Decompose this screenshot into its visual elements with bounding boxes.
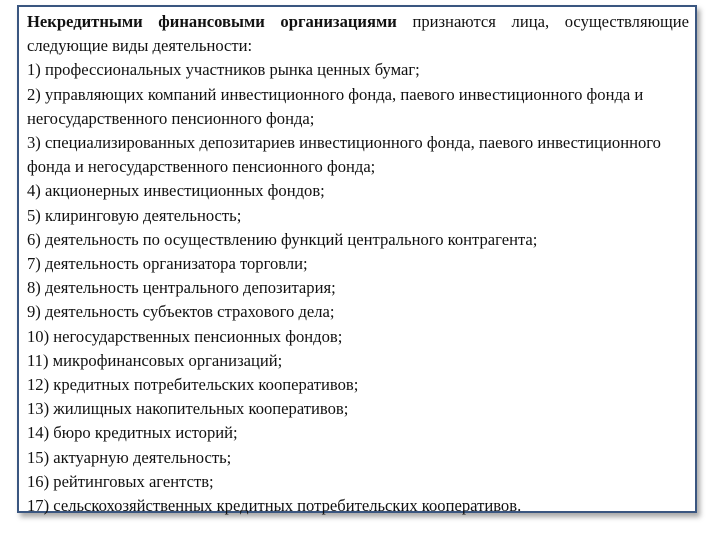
document-frame [17,5,697,516]
list-item: 16) рейтинговых агентств; [27,471,214,491]
intro-lead-bold: Некредитными финансовыми организациями [27,12,397,31]
list-item: 12) кредитных потребительских кооперативов; [27,375,359,395]
list-item: 4) акционерных инвестиционных фондов; [27,181,325,201]
list-item: 15) актуарную деятельность; [27,447,232,467]
intro-rest: признаются лица, осуществляющие следующие виды деятельности: [27,12,689,56]
list-item: 2) управляющих компаний инвестиционного фонда, паевого инвестиционного фонда и негосударственного пенсионного фонда; [27,84,644,128]
list-item: 8) деятельность центрального депозитария; [27,278,336,298]
list-item: 3) специализированных депозитариев инвестиционного фонда, паевого инвестиционного фонда и негосударственного пенсионного фонда; [27,133,661,177]
document-body [27,10,689,518]
list-item: 7) деятельность организатора торговли; [27,254,308,274]
list-item: 13) жилищных накопительных кооперативов; [27,399,349,419]
list-item: 14) бюро кредитных историй; [27,423,238,443]
list-item: 9) деятельность субъектов страхового дела; [27,302,335,322]
list-item: 1) профессиональных участников рынка ценных бумаг; [27,60,420,80]
list-item: 11) микрофинансовых организаций; [27,350,283,370]
list-item: 10) негосударственных пенсионных фондов; [27,326,343,346]
list-item: 5) клиринговую деятельность; [27,205,242,225]
list-item: 6) деятельность по осуществлению функций центрального контрагента; [27,229,538,249]
list-item: 17) сельскохозяйственных кредитных потребительских кооперативов. [27,496,522,516]
intro-paragraph [27,10,689,58]
